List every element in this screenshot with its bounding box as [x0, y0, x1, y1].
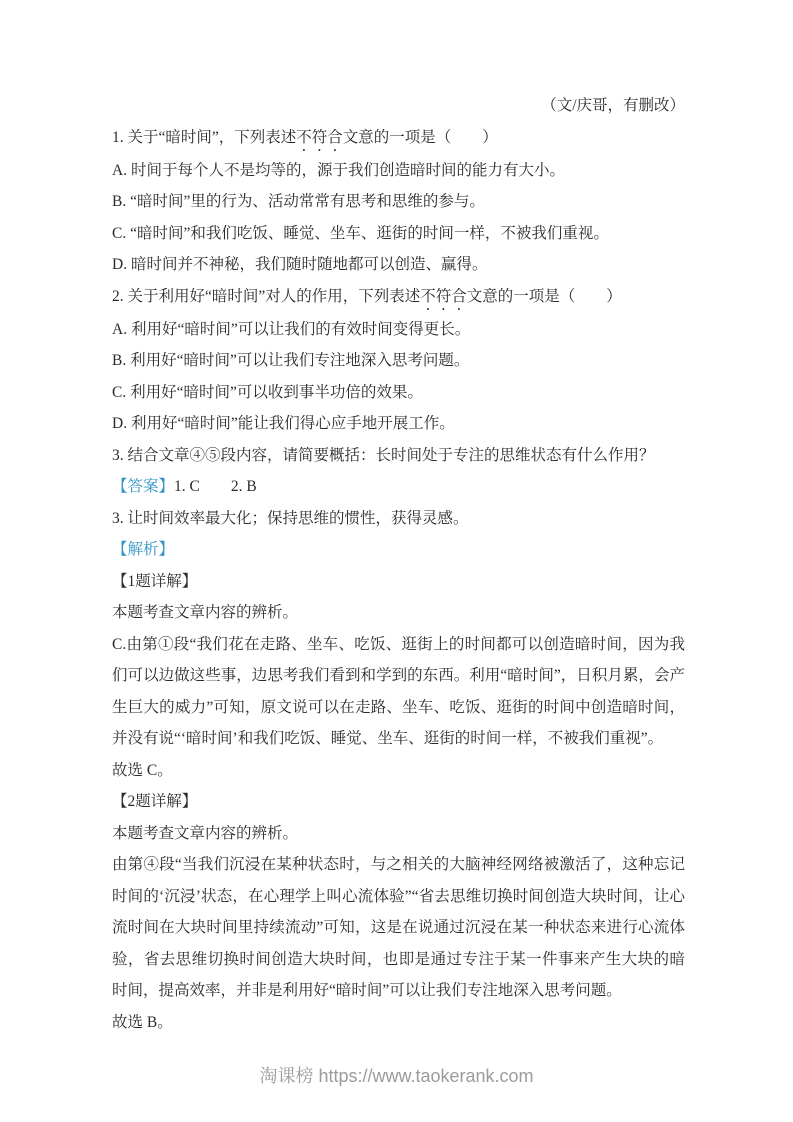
question-3: 3. 结合文章④⑤段内容，请简要概括：长时间处于专注的思维状态有什么作用？: [112, 446, 655, 464]
q2-option-a: A. 利用好“暗时间”可以让我们的有效时间变得更长。: [112, 320, 471, 338]
question-2-emphasis: 不符合: [420, 287, 467, 305]
detail-2-body: 由第④段“当我们沉浸在某种状态时，与之相关的大脑神经网络被激活了，这种忘记时间的‘沉浸’状态，在心理学上叫心流体验”“省去思维切换时间创造大块时间，让心流时间在大块时间里持续流动”可知，这是在说通过沉浸在某一种状态来进行心流体验，省去思维切换时间创造大块时间，也即是通过专注于某一件事来产生大块的暗时间，提高效率，并非是利用好“暗时间”可以让我们专注地深入思考问题。: [112, 856, 685, 999]
question-2-pre: 2. 关于利用好“暗时间”对人的作用，下列表述: [112, 287, 421, 305]
question-2: [112, 281, 685, 314]
q1-option-c: C. “暗时间”和我们吃饭、睡觉、坐车、逛街的时间一样，不被我们重视。: [112, 224, 609, 242]
q1-option-d: D. 暗时间并不神秘，我们随时随地都可以创造、赢得。: [112, 256, 488, 273]
answer-q3: 3. 让时间效率最大化；保持思维的惯性，获得灵感。: [112, 509, 469, 527]
detail-2-intro: 本题考查文章内容的辨析。: [112, 824, 299, 842]
q1-option-b: B. “暗时间”里的行为、活动常常有思考和思维的参与。: [112, 193, 485, 210]
q2-option-d: D. 利用好“暗时间”能让我们得心应手地开展工作。: [112, 415, 455, 432]
q1-option-a: A. 时间于每个人不是均等的，源于我们创造暗时间的能力有大小。: [112, 161, 565, 179]
byline: （文/庆哥，有删改）: [541, 97, 685, 114]
detail-1-body: C.由第①段“我们花在走路、坐车、吃饭、逛街上的时间都可以创造暗时间，因为我们可以边做这些事，边思考我们看到和学到的东西。利用“暗时间”，日积月累，会产生巨大的威力”可知，原文说可以在走路、坐车、吃饭、逛街的时间中创造暗时间，并没有说“‘暗时间’和我们吃饭、睡觉、坐车、逛街的时间一样，不被我们重视”。: [112, 635, 685, 747]
q2-option-b: B. 利用好“暗时间”可以让我们专注地深入思考问题。: [112, 352, 470, 369]
q2-option-c: C. 利用好“暗时间”可以收到事半功倍的效果。: [112, 383, 423, 401]
detail-1-intro: 本题考查文章内容的辨析。: [112, 604, 299, 621]
footer-watermark: 淘课榜 https://www.taokerank.com: [259, 1066, 534, 1086]
answer-label: 【答案】: [112, 478, 175, 495]
detail-2-heading: 【2题详解】: [112, 793, 198, 810]
detail-1-heading: 【1题详解】: [112, 572, 198, 590]
answer-values: 1. C 2. B: [174, 478, 257, 495]
detail-1-conclusion: 故选 C。: [112, 761, 173, 779]
detail-2-conclusion: 故选 B。: [112, 1013, 173, 1031]
analysis-label: 【解析】: [112, 541, 175, 558]
document-page: [112, 90, 685, 1038]
question-1-post: 文意的一项是（ ）: [342, 128, 498, 146]
question-1-pre: 1. 关于“暗时间”，下列表述: [112, 128, 297, 146]
answer-line: [112, 471, 685, 503]
question-1-emphasis: 不符合: [296, 128, 343, 146]
question-1: [112, 122, 685, 155]
question-2-post: 文意的一项是（ ）: [466, 287, 622, 305]
